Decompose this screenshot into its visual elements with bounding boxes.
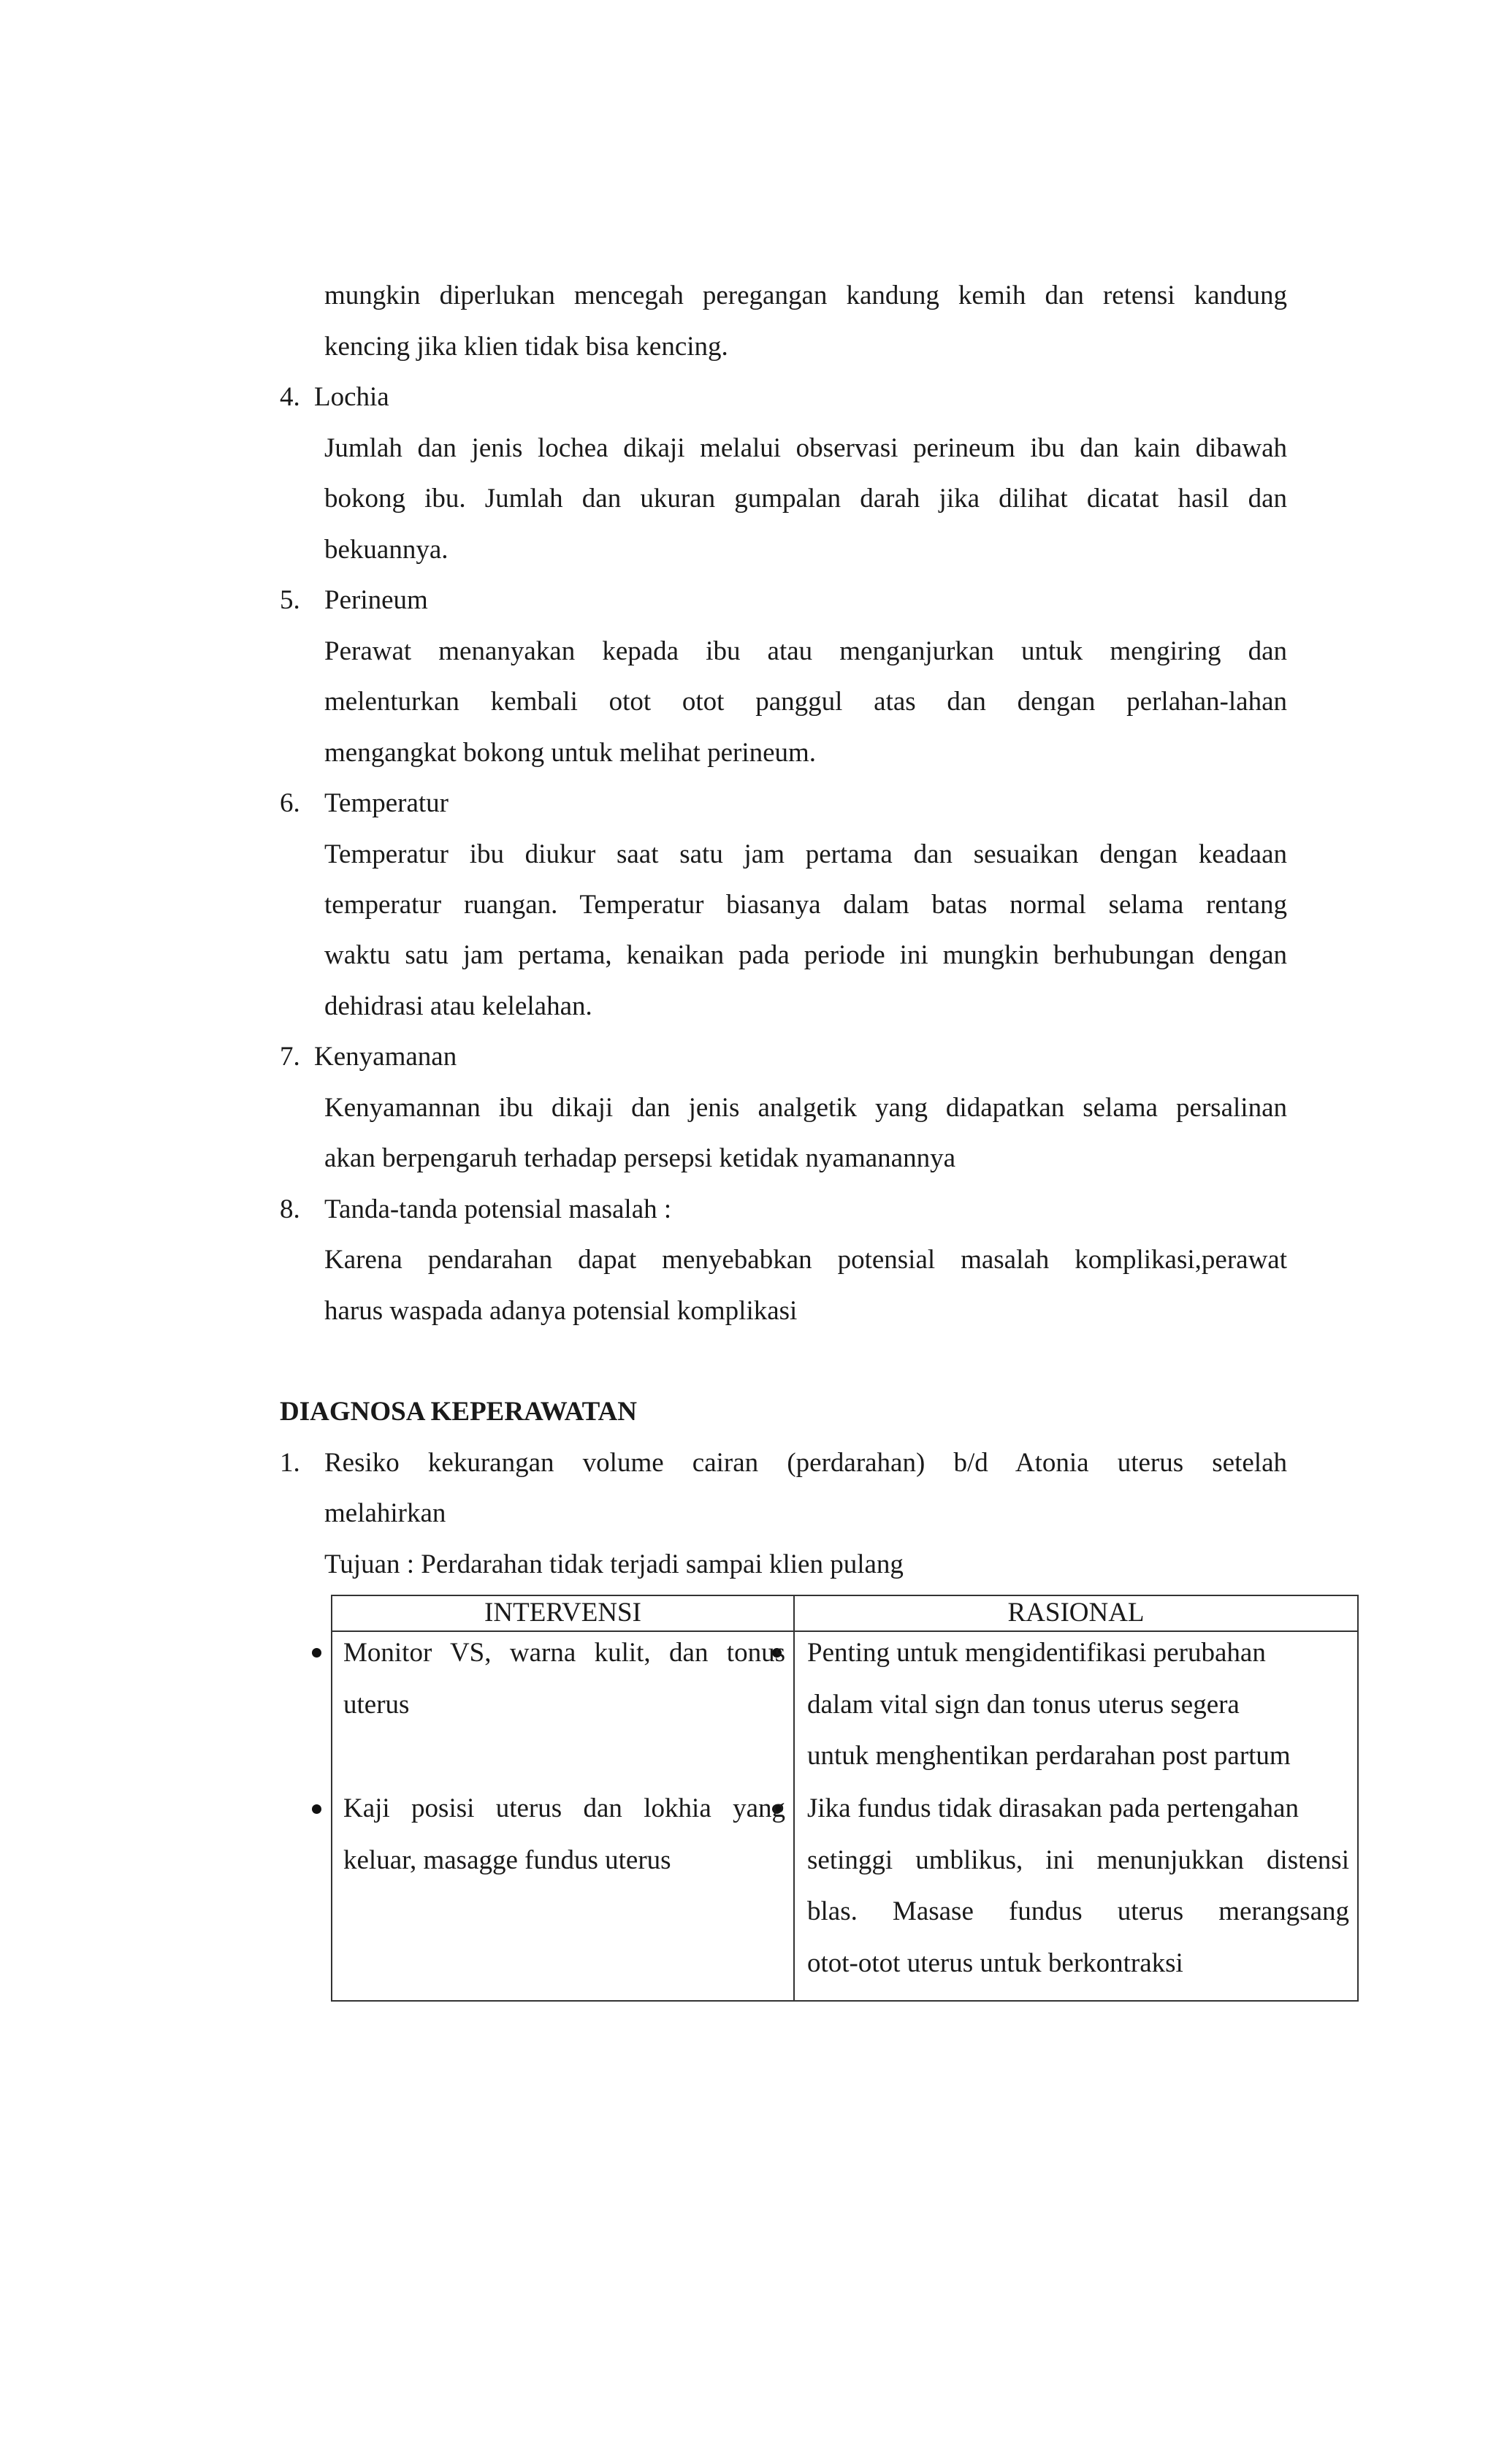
paragraph-line: temperatur ruangan. Temperatur biasanya dalam batas normal selama rentang [324, 890, 1287, 920]
table-row-text: dalam vital sign dan tonus uterus segera [807, 1690, 1240, 1720]
bullet-icon [312, 1648, 321, 1658]
paragraph-line: dehidrasi atau kelelahan. [324, 991, 592, 1021]
list-number: 7. [280, 1042, 300, 1072]
table-row-text: blas. Masase fundus uterus merangsang [807, 1896, 1349, 1926]
table-row-text: setinggi umblikus, ini menunjukkan distensi [807, 1845, 1349, 1875]
paragraph-line: harus waspada adanya potensial komplikasi [324, 1296, 798, 1326]
table-row-text: Monitor VS, warna kulit, dan tonus [343, 1638, 785, 1668]
list-heading: Temperatur [324, 788, 449, 818]
paragraph-line: waktu satu jam pertama, kenaikan pada periode ini mungkin berhubungan dengan [324, 940, 1287, 970]
paragraph-line: Perawat menanyakan kepada ibu atau menganjurkan untuk mengiring dan [324, 636, 1287, 666]
paragraph-line: mungkin diperlukan mencegah peregangan kandung kemih dan retensi kandung [324, 281, 1287, 310]
list-heading: Lochia [314, 382, 389, 412]
paragraph-line: Jumlah dan jenis lochea dikaji melalui observasi perineum ibu dan kain dibawah [324, 433, 1287, 463]
list-number: 8. [280, 1194, 300, 1224]
list-number: 1. [280, 1448, 300, 1478]
list-heading: Kenyamanan [314, 1042, 457, 1072]
table-row-text: uterus [343, 1690, 410, 1720]
list-heading: Tanda-tanda potensial masalah : [324, 1194, 672, 1224]
table-header-intervensi: INTERVENSI [332, 1595, 794, 1631]
table-row-text: keluar, masagge fundus uterus [343, 1845, 671, 1875]
paragraph-line: melenturkan kembali otot otot panggul atas dan dengan perlahan-lahan [324, 687, 1287, 717]
table-header-rasional: RASIONAL [794, 1595, 1358, 1631]
paragraph-line: Karena pendarahan dapat menyebabkan potensial masalah komplikasi,perawat [324, 1245, 1287, 1275]
list-heading: Perineum [324, 585, 428, 615]
table-row-text: Jika fundus tidak dirasakan pada pertengahan [807, 1793, 1299, 1823]
table-row-text: otot-otot uterus untuk berkontraksi [807, 1948, 1183, 1978]
section-heading: DIAGNOSA KEPERAWATAN [280, 1397, 637, 1427]
paragraph-line: Temperatur ibu diukur saat satu jam pertama dan sesuaikan dengan keadaan [324, 839, 1287, 869]
paragraph-line: akan berpengaruh terhadap persepsi ketidak nyamanannya [324, 1143, 955, 1173]
paragraph-line: Resiko kekurangan volume cairan (perdarahan) b/d Atonia uterus setelah [324, 1448, 1287, 1478]
paragraph-line: bekuannya. [324, 535, 449, 565]
table-row-text: Penting untuk mengidentifikasi perubahan [807, 1638, 1266, 1668]
list-number: 5. [280, 585, 300, 615]
bullet-icon [312, 1804, 321, 1814]
list-number: 6. [280, 788, 300, 818]
list-number: 4. [280, 382, 300, 412]
paragraph-line: kencing jika klien tidak bisa kencing. [324, 332, 728, 362]
paragraph-line: melahirkan [324, 1498, 446, 1528]
goal-text: Tujuan : Perdarahan tidak terjadi sampai klien pulang [324, 1549, 904, 1579]
table-row-text: untuk menghentikan perdarahan post partum [807, 1741, 1291, 1771]
paragraph-line: Kenyamannan ibu dikaji dan jenis analgetik yang didapatkan selama persalinan [324, 1093, 1287, 1123]
paragraph-line: bokong ibu. Jumlah dan ukuran gumpalan darah jika dilihat dicatat hasil dan [324, 484, 1287, 514]
paragraph-line: mengangkat bokong untuk melihat perineum. [324, 738, 817, 768]
table-row-text: Kaji posisi uterus dan lokhia yang [343, 1793, 785, 1823]
